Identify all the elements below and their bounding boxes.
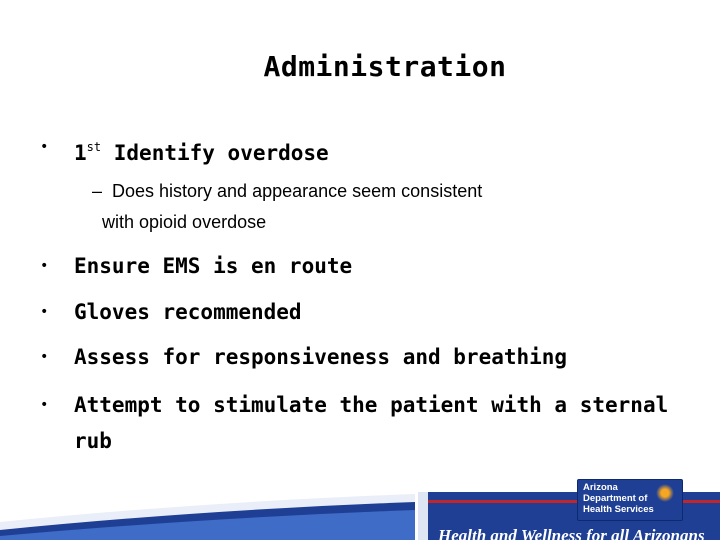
bullet-icon: • [40, 304, 49, 320]
bullet-text: Ensure EMS is en route [74, 254, 353, 278]
bullet-ems [40, 248, 700, 284]
bullet-icon: • [40, 397, 49, 413]
bullet-text: Attempt to stimulate the patient with a sternal [74, 393, 669, 417]
sub-bullet-line1: Does history and appearance seem consistent [112, 181, 483, 201]
sub-bullet-line2: with opioid overdose [102, 212, 267, 232]
bullet-text-continued: rub [74, 429, 112, 453]
footer-tagline: Health and Wellness for all Arizonans [438, 526, 705, 545]
bullet-stimulate [40, 387, 700, 459]
bullet-text: Gloves recommended [74, 300, 302, 324]
sub-bullet-history [92, 176, 532, 238]
bullet-text: Assess for responsiveness and breathing [74, 345, 568, 369]
bullet-text: 1st Identify overdose [74, 140, 329, 165]
sun-icon [656, 484, 674, 502]
bullet-icon: • [40, 139, 49, 155]
slide-title: Administration [263, 50, 507, 83]
dash-icon: – [92, 181, 103, 201]
bullet-gloves [40, 294, 700, 330]
bullet-assess [40, 339, 700, 375]
bullet-icon: • [40, 349, 49, 365]
bullet-icon: • [40, 258, 49, 274]
adhs-logo: Arizona Department of Health Services [577, 479, 683, 521]
footer-divider [418, 492, 428, 540]
bullet-identify-overdose [40, 129, 700, 171]
